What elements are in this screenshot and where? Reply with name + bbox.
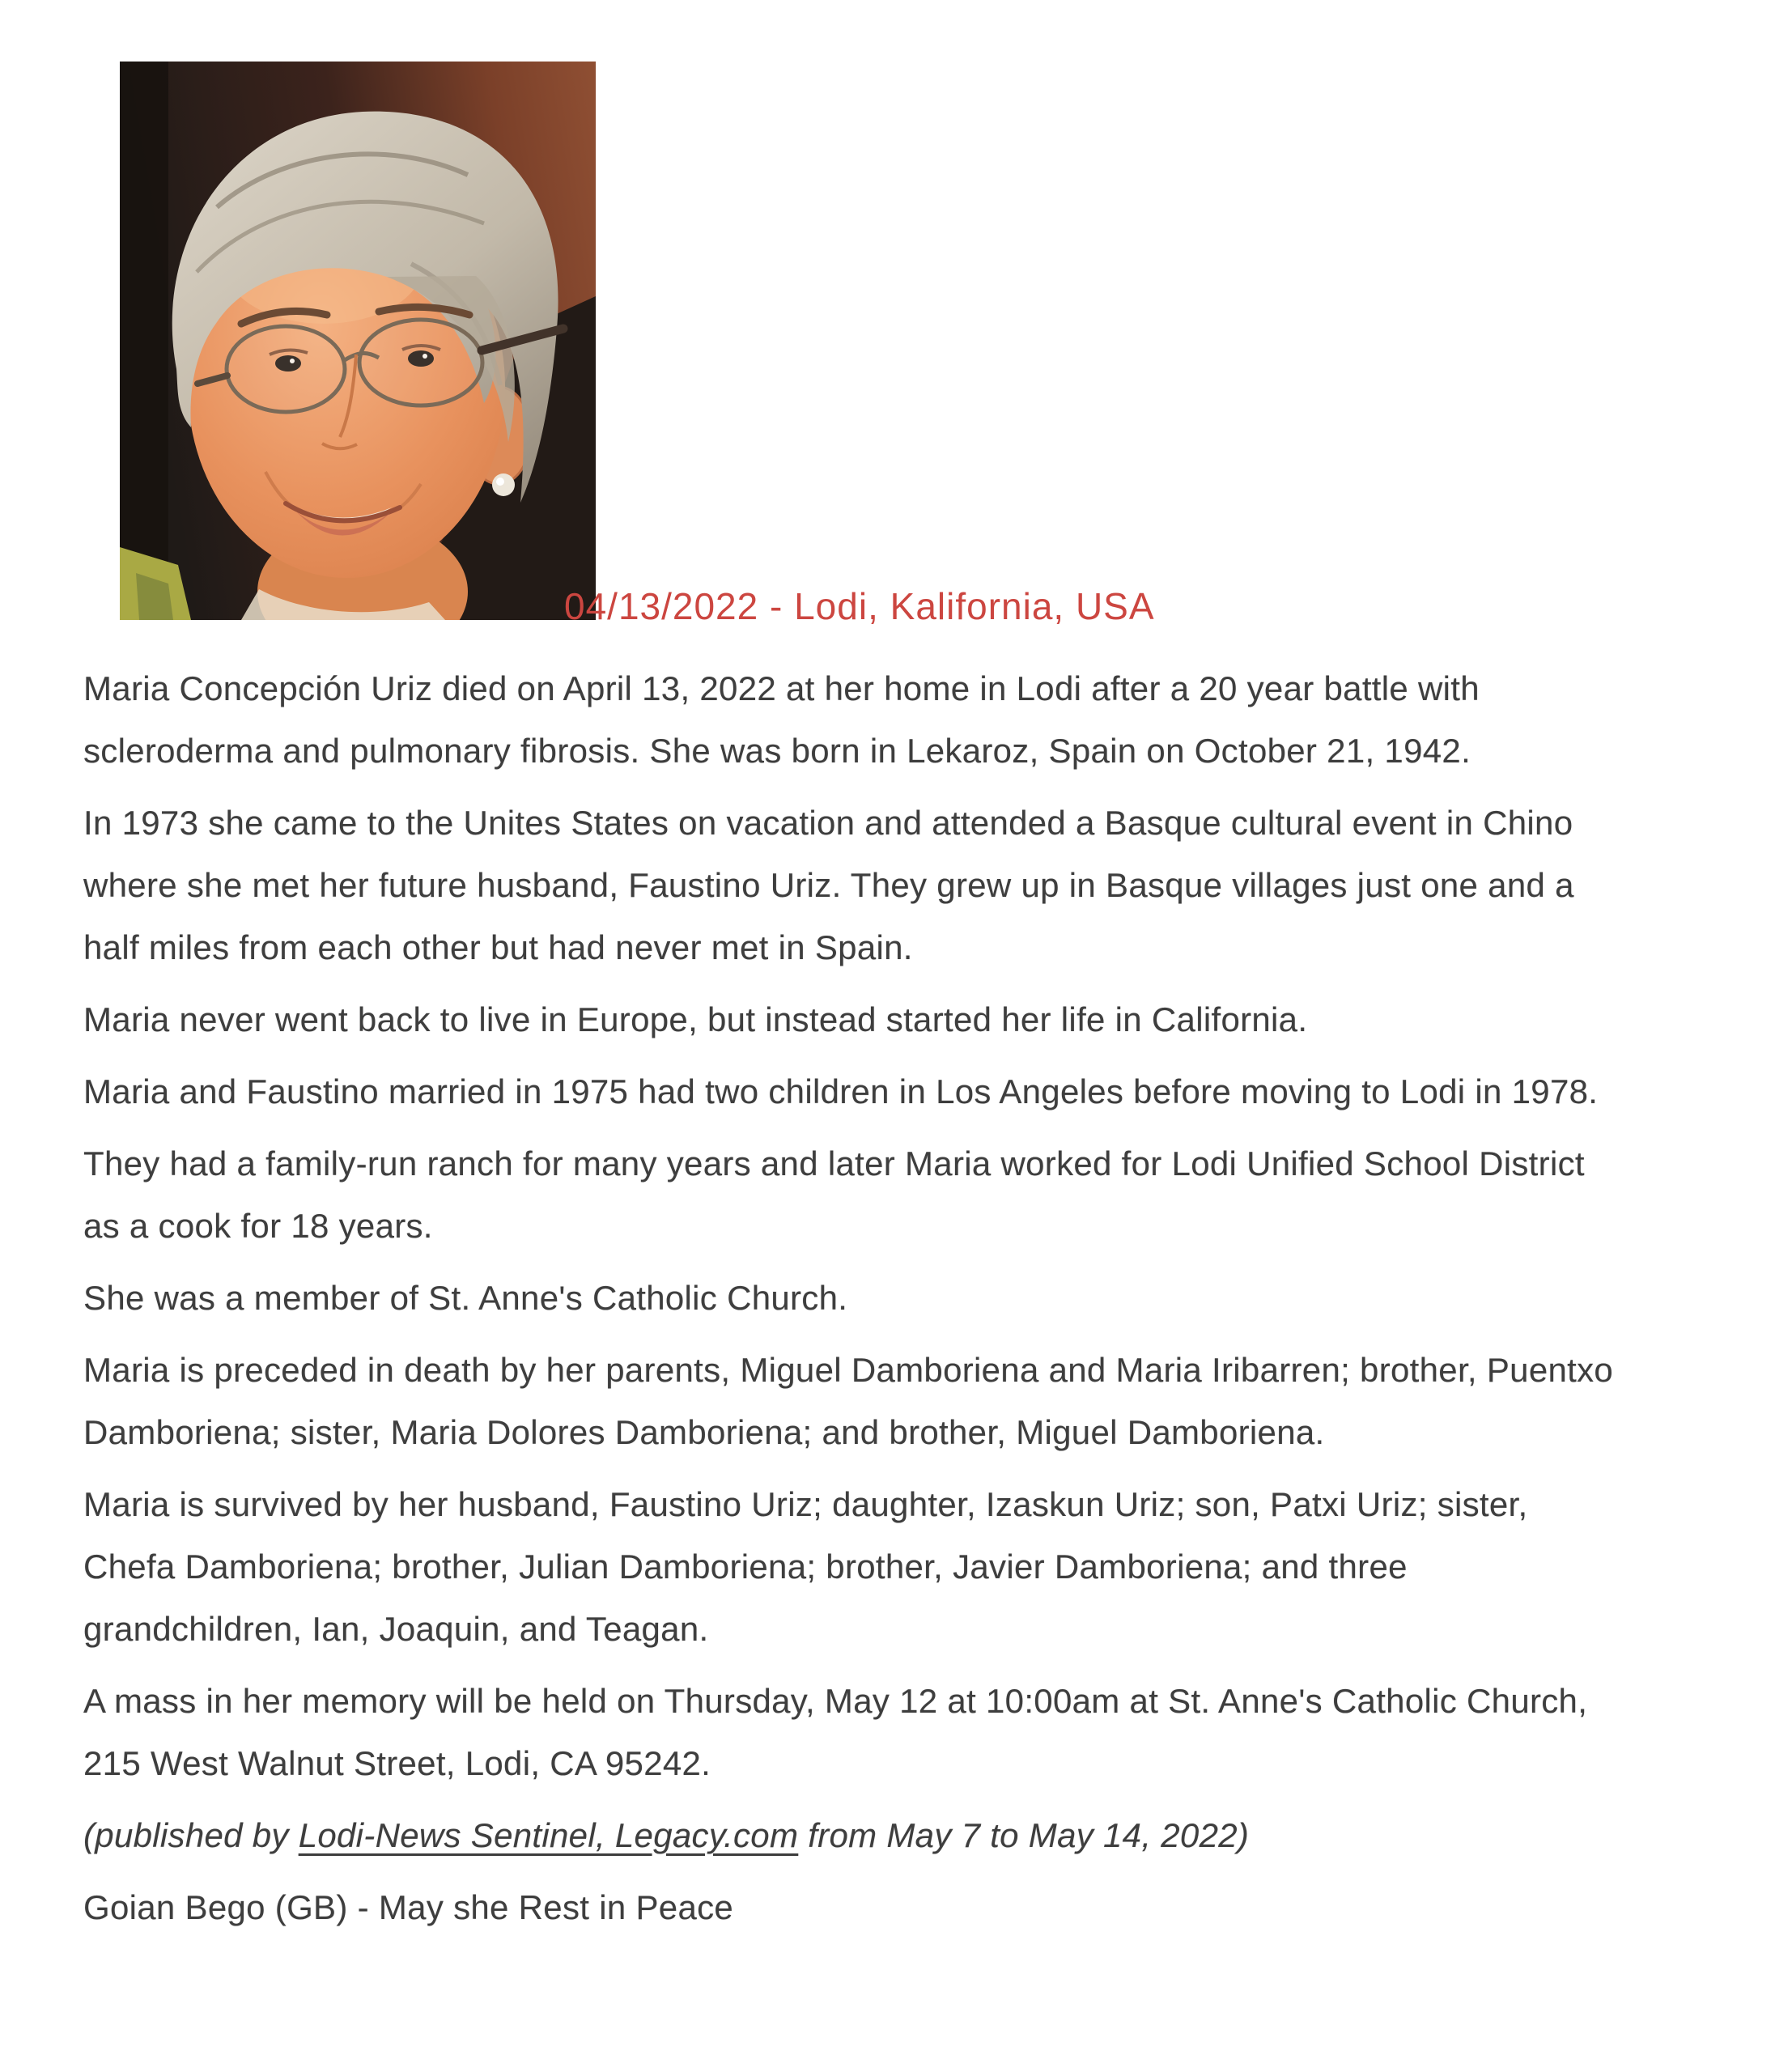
paragraph-line: where she met her future husband, Faustino Uriz. They grew up in Basque villages just one and a [83,866,1574,904]
paragraph-5 [83,1132,1690,1257]
published-line [83,1804,1690,1866]
paragraph-4 [83,1060,1690,1123]
paragraph-line: Maria never went back to live in Europe, but instead started her life in California. [83,1000,1308,1038]
photo-caption: 04/13/2022 - Lodi, Kalifornia, USA [564,585,1155,627]
paragraph-line: Goian Bego (GB) - May she Rest in Peace [83,1888,734,1926]
paragraph-6 [83,1267,1690,1329]
paragraph-line: Maria is survived by her husband, Faustino Uriz; daughter, Izaskun Uriz; son, Patxi Uriz; sister, [83,1485,1528,1523]
paragraph-line: grandchildren, Ian, Joaquin, and Teagan. [83,1610,709,1648]
paragraph-line: She was a member of St. Anne's Catholic Church. [83,1279,848,1317]
paragraph-line: In 1973 she came to the Unites States on vacation and attended a Basque cultural event in Chino [83,804,1573,842]
paragraph-line: scleroderma and pulmonary fibrosis. She was born in Lekaroz, Spain on October 21, 1942. [83,732,1471,770]
published-source-underlined: Lodi-News Sentinel, Legacy.com [298,1816,799,1854]
paragraph-8 [83,1473,1690,1660]
paragraph-line: Damboriena; sister, Maria Dolores Damboriena; and brother, Miguel Damboriena. [83,1413,1325,1451]
obituary-text [83,657,1690,1948]
paragraph-line: half miles from each other but had never met in Spain. [83,928,913,966]
paragraph-3 [83,988,1690,1051]
closing-line [83,1876,1690,1938]
paragraph-line: A mass in her memory will be held on Thursday, May 12 at 10:00am at St. Anne's Catholic Church, [83,1682,1588,1720]
paragraph-line: Chefa Damboriena; brother, Julian Damboriena; brother, Javier Damboriena; and three [83,1548,1408,1586]
portrait-photo [120,62,596,620]
published-suffix: from May 7 to May 14, 2022) [798,1816,1250,1854]
paragraph-line: Maria Concepción Uriz died on April 13, 2022 at her home in Lodi after a 20 year battle with [83,669,1480,707]
paragraph-7 [83,1339,1690,1463]
paragraph-line: Maria is preceded in death by her parents, Miguel Damboriena and Maria Iribarren; brother, Puentxo [83,1351,1614,1389]
paragraph-1 [83,657,1690,782]
paragraph-2 [83,792,1690,979]
paragraph-line: as a cook for 18 years. [83,1207,433,1245]
published-prefix: (published by [83,1816,299,1854]
paragraph-line: They had a family-run ranch for many years and later Maria worked for Lodi Unified School District [83,1144,1585,1182]
paragraph-line: Maria and Faustino married in 1975 had two children in Los Angeles before moving to Lodi in 1978. [83,1072,1599,1110]
portrait-illustration [120,62,596,620]
paragraph-9 [83,1670,1690,1794]
paragraph-line: 215 West Walnut Street, Lodi, CA 95242. [83,1744,711,1782]
